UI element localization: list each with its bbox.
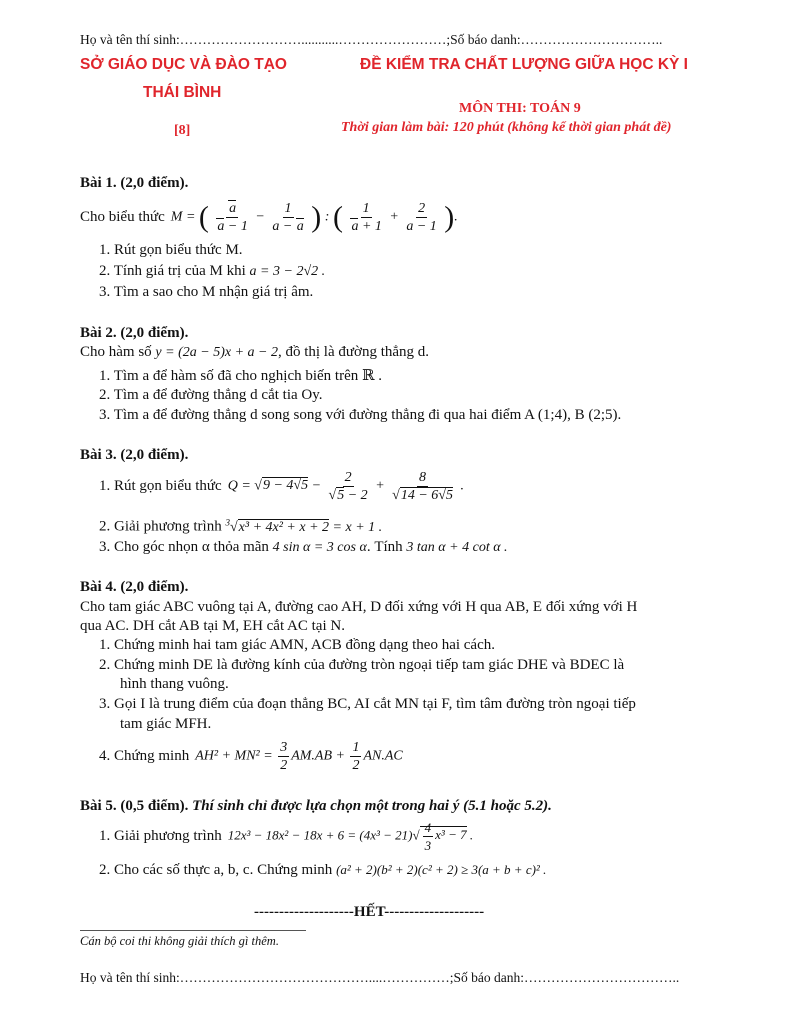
problem-3-item-1-text: 1. Rút gọn biểu thức (99, 477, 222, 494)
proctor-note: Cán bộ coi thi không giải thích gì thêm. (80, 934, 279, 948)
expression-M: M = ( $\frac{a}{a - 1}$ − $\frac{1}{a - a}$ ) : ( $\frac{1}{a + 1}$ + $\frac{2}{a - 1}$ ). (170, 200, 458, 234)
problem-5-equation: 12x³ − 18x² − 18x + 6 = (4x³ − 21)√ $\frac{4}{3}$ x³ − 7 . (227, 819, 474, 853)
problem-4-intro-line-2: qua AC. DH cắt AB tại M, EH cắt AC tại N. (80, 618, 345, 634)
problem-2-item-2: 2. Tìm a để đường thẳng d cắt tia Oy. (99, 387, 323, 403)
exam-subject: MÔN THI: TOÁN 9 (459, 101, 581, 116)
problem-3-equation-rhs: = x + 1 . (332, 519, 383, 535)
expression-Q: Q = √9 − 4√5 − $\frac{2}{√5 - 2}$ + $\frac{8}{√14 - 6√5}$ . (227, 469, 464, 503)
problem-1-item-2-text: 2. Tính giá trị của M khi (99, 263, 246, 279)
problem-2-intro-tail: , đồ thị là đường thẳng d. (277, 344, 430, 360)
problem-3-target: 3 tan α + 4 cot α . (406, 540, 508, 555)
candidate-info-line-bottom: Họ và tên thí sinh:……………………………………....……………;Số báo danh:…………………………….. (80, 970, 680, 985)
exam-time: Thời gian làm bài: 120 phút (không kể thời gian phát đề) (341, 120, 672, 135)
problem-5-item-1 (99, 814, 473, 858)
problem-4-title: Bài 4. (2,0 điểm). (80, 579, 189, 595)
problem-2-intro (80, 343, 429, 362)
problem-1-intro-text: Cho biểu thức (80, 208, 165, 225)
exam-title: ĐỀ KIỂM TRA CHẤT LƯỢNG GIỮA HỌC KỲ I (360, 56, 688, 73)
problem-4-item-4 (99, 734, 403, 778)
problem-1-item-3: 3. Tìm a sao cho M nhận giá trị âm. (99, 284, 314, 300)
problem-4-item-1: 1. Chứng minh hai tam giác AMN, ACB đồng dạng theo hai cách. (99, 637, 495, 653)
problem-2-item-3: 3. Tìm a để đường thẳng d song song với đường thẳng đi qua hai điểm A (1;4), B (2;5). (99, 407, 622, 423)
problem-4-item-4-text: 4. Chứng minh (99, 747, 190, 764)
problem-1-item-2-expr: a = 3 − 2√2 . (249, 264, 326, 279)
problem-4-item-2-cont: hình thang vuông. (120, 676, 229, 692)
problem-1-item-1: 1. Rút gọn biểu thức M. (99, 242, 243, 258)
problem-5-title-text: Bài 5. (0,5 điểm). (80, 798, 189, 814)
problem-3-condition: 4 sin α = 3 cos α (272, 540, 367, 555)
problem-3-item-3-mid: . Tính (366, 539, 403, 555)
problem-5-inequality: (a² + 2)(b² + 2)(c² + 2) ≥ 3(a + b + c)² . (336, 862, 547, 877)
problem-4-intro-line-1: Cho tam giác ABC vuông tại A, đường cao AH, D đối xứng với H qua AB, E đối xứng với H (80, 599, 638, 615)
problem-1-title-text: Bài 1. (2,0 điểm). (80, 175, 189, 191)
problem-5-item-1-text: 1. Giải phương trình (99, 827, 222, 844)
problem-4-item-3-cont: tam giác MFH. (120, 716, 212, 732)
problem-2-intro-text: Cho hàm số (80, 344, 152, 360)
department-province: THÁI BÌNH (143, 84, 222, 101)
problem-3-item-3-text: 3. Cho góc nhọn α thỏa mãn (99, 539, 269, 555)
problem-5-item-2 (99, 862, 546, 879)
problem-4-item-2: 2. Chứng minh DE là đường kính của đường tròn ngoại tiếp tam giác DHE và BDEC là (99, 657, 625, 673)
problem-2-title: Bài 2. (2,0 điểm). (80, 325, 189, 341)
problem-4-identity: AH² + MN² = $\frac{3}{2}$ AM.AB + $\frac{1}{2}$ AN.AC (195, 739, 403, 773)
candidate-info-line: Họ và tên thí sinh:………………………...........……………………;Số báo danh:………………………….. (80, 32, 663, 47)
problem-3-title: Bài 3. (2,0 điểm). (80, 447, 189, 463)
end-marker: --------------------HẾT-------------------- (254, 904, 485, 920)
problem-2-function: y = (2a − 5)x + a − 2 (155, 345, 278, 360)
problem-3-item-1 (99, 464, 464, 508)
problem-4-item-3: 3. Gọi I là trung điểm của đoạn thẳng BC, AI cắt MN tại F, tìm tâm đường tròn ngoại tiếp (99, 696, 636, 712)
problem-1-item-2 (99, 263, 325, 280)
problem-3-item-2-text: 2. Giải phương trình (99, 518, 222, 535)
problem-3-item-3 (99, 539, 508, 556)
problem-5-item-2-text: 2. Cho các số thực a, b, c. Chứng minh (99, 862, 333, 878)
exam-code: [8] (174, 123, 191, 138)
problem-3-item-2 (99, 517, 382, 536)
problem-2-item-1: 1. Tìm a để hàm số đã cho nghịch biến trên ℝ . (99, 368, 382, 384)
department-name: SỞ GIÁO DỤC VÀ ĐÀO TẠO (80, 56, 287, 73)
problem-3-equation: $^3$√x³ + 4x² + x + 2 = x + 1 . (225, 517, 383, 535)
problem-1-title (80, 174, 188, 193)
problem-5-title-tail: Thí sinh chỉ được lựa chọn một trong hai ý (5.1 hoặc 5.2). (192, 798, 552, 814)
problem-1-intro (80, 194, 458, 240)
footnote-divider (80, 930, 306, 931)
